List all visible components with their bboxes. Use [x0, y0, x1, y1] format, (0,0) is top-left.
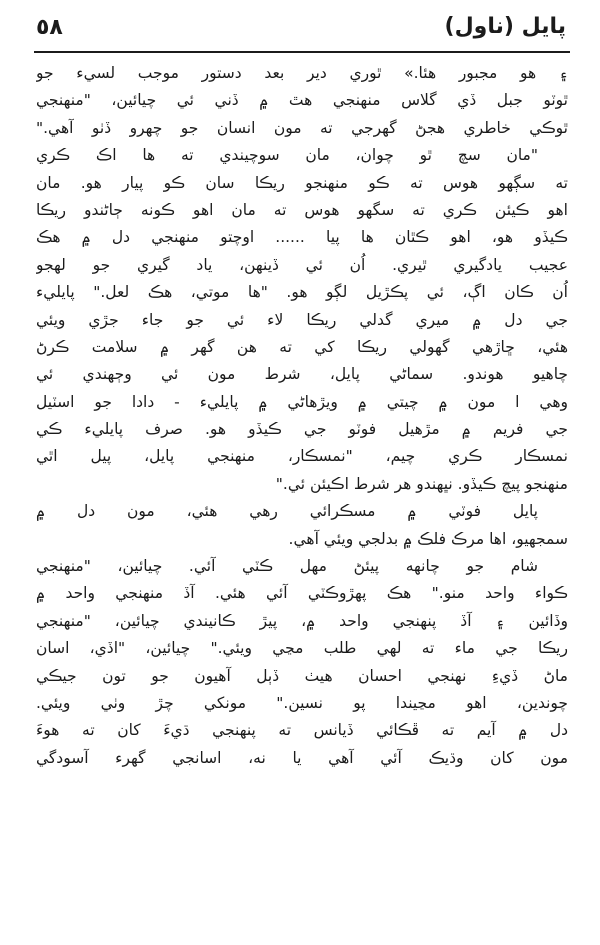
page-header [36, 10, 566, 50]
text-line: ته سڳهو هوس ته ڪو منهنجو ريڪا سان ڪو پيار هو. مان [36, 173, 568, 192]
text-line: چوندين، اهو مڃيندا پو نسين." مونکي چڙ وٺي ويئي. [36, 693, 568, 712]
text-line: نمسڪار ڪري چيم، "نمسڪار، منهنجي پايل، پيل اٿي [36, 447, 568, 466]
text-line: وڏائين ۽ آڏ پنهنجي واحد ۾، پيڙ ڪانيندي چيائين، "منهنجي [36, 611, 568, 630]
text-line: ڪيڏو هو، اهو ڪٿان ها پيا ...... اوچتو منهنجي دل ۾ هڪ [36, 228, 568, 247]
text-line: منهنجو پيچ ڪيڏو. نڀهندو هر شرط اڪيئن ئي." [275, 474, 568, 493]
text-line: چاهيو هوندو. سماڻي پايل، شرط مون ئي وڄهندي ئي [36, 365, 568, 384]
text-line: ڪواء واحد منو." هڪ پهڙوڪٽي آئي هئي. آڏ منهنجي واحد ۾ [36, 584, 568, 603]
text-line: شام جو چانهه پيئڻ مهل ڪٽي آئي. چيائين، "منهنجي [36, 557, 538, 576]
text-line: "مان سچ ٿو چوان، مان سوچيندي ته ها اڪ ڪري [36, 146, 538, 165]
text-line: پايل فوٽي ۾ مسڪرائي رهي هئي، مون دل ۾ [36, 502, 538, 521]
text-line: دل ۾ آيم ته ڦڪائي ڏيانس ته پنهنجي ڌيءَ کان ته هوءَ [36, 721, 568, 740]
text-line: ٿوڪي خاطري هجڻ گهرجي ته مون انسان جو چهرو ڏٺو آهي." [36, 118, 568, 137]
text-line: جي دل ۾ ميري گدلي ريڪا لاء ئي جو جاء جڙي ويئي [36, 310, 568, 329]
text-line: مون کان وڌيڪ آئي آهي يا نه، اسانجي گهرء آسودگي [36, 748, 568, 767]
running-head-title: پايل (ناول) [444, 14, 566, 39]
text-line: ٿوٽو جبل ڏي گلاس منهنجي هٿ ۾ ڏني ئي چيائين، "منهنجي [36, 91, 568, 110]
text-line: سمجهيو، اها مرڪ فلڪ ۾ بدلجي ويئي آهي. [288, 529, 568, 548]
text-line: ريڪا جي ماء ته لهي طلب مڃي ويئي." چيائين، "اڏي، اسان [36, 639, 568, 658]
text-line: عجيب يادگيري ٿيري. اُن ئي ڏينهن، ياد گيري جو لهجو [36, 255, 568, 274]
page-number: ٥٨ [36, 15, 63, 40]
body-text [36, 60, 568, 772]
text-line: ماڻ ڏيءِ نهنجي احسان هيٺ ڏٻل آهيون جو تون جيڪي [36, 666, 568, 685]
header-rule [34, 51, 570, 53]
text-line: هئي، ڇاڙهي گهولي ريڪا کي ته هن گهر ۾ سلامت ڪرڻ [36, 337, 568, 356]
text-line: اهو ڪيئن ڪري ته سگهو هوس ته مان اهو ڪونه ڄاڻندو ريڪا [36, 200, 568, 219]
text-line: اُن ڪان اڳ، ئي پڪڙيل لڳو هو. "ها موتي، هڪ لعل." پايليء [36, 283, 568, 302]
text-line: وهي ا مون ۾ چيتي ۾ ويڙهاڻي ۾ پايليء - دادا جو اسٽيل [36, 392, 568, 411]
text-line: جي فريم ۾ مڙهيل فوٽو جي ڪيڏو هو. صرف پايليء ڪي [36, 420, 568, 439]
text-line: ۽ هو مجبور هئا.» ٿوري دير بعد دستور موجب لسيء جو [36, 64, 568, 82]
